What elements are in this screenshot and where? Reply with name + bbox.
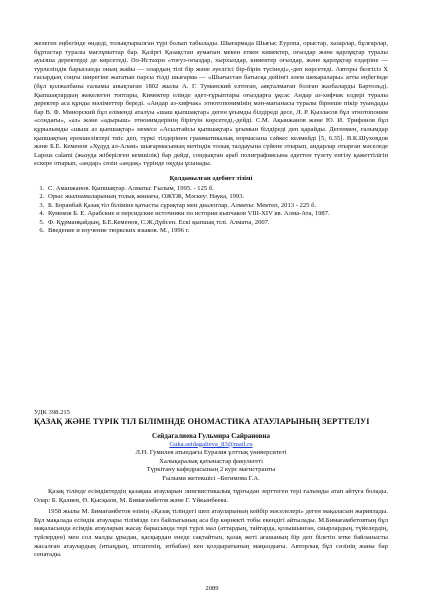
author-name: Сейдагалиева Гульмира Сайрановна [152,432,270,440]
references-title: Қолданылған әдебиет тізімі [169,174,253,182]
udc-code: УДК 398.215 [34,409,70,416]
affiliation-line: Халықаралық қатынастар факультеті [159,457,263,465]
affiliation-line: Л.Н. Гумилев атындағы Еуразия ұлттық университеті [135,449,287,457]
reference-item: 6. Введение и изучение тюркских языков. М., 1996 г. [46,227,388,236]
reference-item: 4. Кумеков Б. Е. Арабские и персидские источники по истории кыпчаков VIII-XIV вв. Алма-Ата, 1987. [46,210,388,219]
affiliation-line: Түркітану кафедрасының 2 курс магистранты [146,466,276,474]
affiliation-line: Ғылыми жетекшісі –Бегимова Г.А. [162,474,260,482]
reference-item: 5. Ф. Құрманқайдың, Б.Е.Кеменов, С.Ж.Дүйсен. Ескі қыпшақ тілі. Алматы, 2007. [46,219,388,228]
article-title: ҚАЗАҚ ЖӘНЕ ТҮРІК ТІЛ БІЛІМІНДЕ ОНОМАСТИКА АТАУЛАРЫНЫҢ ЗЕРТТЕЛУІ [34,417,370,426]
reference-item: 3. Б. Боранбай Қазақ тіл біліміне қатысты сұрақтар мен диалоглар. Алматы: Мектеп, 2013 - 225 б. [46,202,388,211]
references-list [34,185,388,237]
article-paragraph: 1958 жылы М. Бимағамбетов өзінің «Қазақ тіліндегі шеп атауларының кейбір мәселелері» деген мақаласын жариялады. Бұл мақалада есімдік атаулары тілімізде сез байлығының аса бір көрнекті тобы екендігі айтылады. М.Бимағамбетовтың бұл мақаласында есімдік атауларын жасау барысында тері түрлі мал (аттардың, тайтарда, қозышынған, сиырлардың, түйелердің, түйлерден) мен сол малды ұрыдан, қасқырдан енеде сақтайтын, қазақ жеті ағашаның бір деп білетін итке байланысты жасалған атаулардың (итыңдың, итсигенің, итбабан) кен қолдыратының маңыздығы. Авторлық бұл сөзінің жаны бар сенатады. [34,508,388,559]
article-paragraph: Қазақ тілінде есімдіктердің қазақша атауларын лингвистикалық тұрғыдан зерттеген тері ғалымды атап айтуға болады. Олар: Б. Қалиев, Ө. Қысқыов, М. Бимағамбетов және Г. Үйкынбеева. [34,488,388,504]
top-paragraph: желеген еңбегінде өндеді, толықтырылған түрі болып табылады. Шығармада Шығыс Еуропа, орыстар, хазарлар, бұлғарлар, бұртастар туралы мағлұматтар бар. Қазіргі Қазақстан аумағын мекен еткен кимектер, оғыздар және қарлұқтар туралы ауызша деректерді де көрсетеді. Әл-Истахри «тоғуз-оғыздар, хырхыздар, кимектер оғыздар, және қарлұқтар елдеріне — турлеліндік барысында оның жайы — олардың тілі бір және әуелгісі бір-бірін түсінеді»,-деп көрсетеді. Авторы белгісіз Х ғасырдың соңғы ширегіне жататын парсы тілді шығарма — «Шығыстан батысқа дейінгі әлем шекаралары» атты еңбегінде (бұл қолжазбаны ғалымы анықтаған 1802 жылы А. Г. Туманский елтоған, аяқталмаған болған жазбаларды Бартольд). Қыпшақтардың жекелеген топтары, Кимектер елінде әдет-ғұрыптары оғыздарға ұқсас Андар аз-хифчак елдері туралы деректер аса құнды мәліметтер береді. «Андар аз-хифчак» этнотопонимінің мән-мағынасы туралы бірнеше пікір туындады бар В. Ф. Минорский бұл еліменді аталуы «шаш қыпшақтар» деген ұғымды білдіреді десе, Л. Р. Қызласов бұл этнотопоним «сондағы», «аз» және «адырыш» этнонимдерінің бірігуін көрсетеді,-дейді. С.М. Ақынжанов және Ю. И. Трифонов бұл құрылымды «шыш аз қыпшақтар» немесе «Асылтайсы қыпшақтар» ұғымын білдіреді деп қарайды. Дегенмен, ғалымдар қыпшақтың ерекшеліктері тиіс деп, түркі тілдерінен грамматикалық нормасына сәйкес келмейді [5, 6.35]. В.К.Шуховдов және Б.Е. Кеменов «Худуд ал-Алам» шығармасының мәтіндік толық талдауына сүйене отырып, андарлар отырған мәселеде Lapsus calami (жазуда жіберілген кемшілік) бар дейді, сондықтан араб полиграфиясына әдеттен түзету енгізу қажеттілігін ескере отырып, «андар» сөзін «андақ» түрінде оқуды ұсынады. [34,40,388,168]
author-email-link[interactable]: Guka.seidagalieva_83@mail.ru [169,440,253,448]
article-body [34,488,388,560]
top-text-block [34,40,388,236]
reference-item: 2. Орыс жылнамаларының толық жинағы, ОЖТЖ, Мәскеу: Наука, 1993. [46,193,388,202]
author-block [34,432,388,484]
page-number: 2089 [205,585,219,592]
reference-item: 1. С. Аманжанов. Қыпшақтар. Алматы: Ғылым, 1995. - 125 б. [46,185,388,194]
